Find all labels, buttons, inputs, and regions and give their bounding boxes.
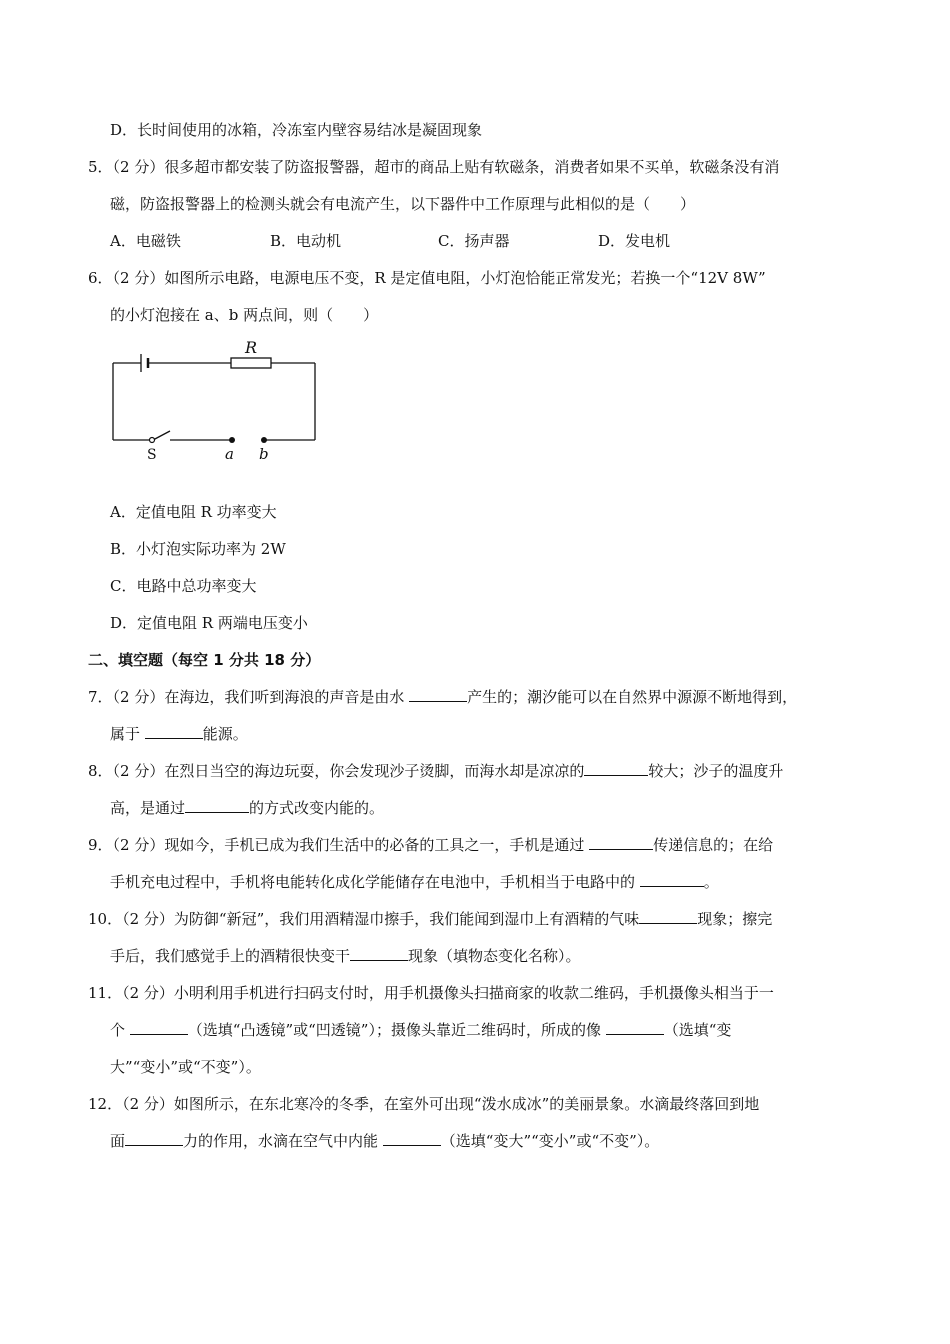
q12-line2 [110, 1131, 659, 1151]
q8-blank-1 [584, 761, 648, 776]
q11-blank-1 [130, 1020, 188, 1035]
label-b: b [259, 445, 269, 463]
q8-text-4: 的方式改变内能的。 [249, 799, 385, 817]
q10-line1 [88, 909, 772, 929]
q12-text-1: 面 [110, 1132, 126, 1150]
label-s: S [147, 447, 157, 463]
section-title-fill-blank: 二、填空题（每空 1 分共 18 分） [88, 651, 321, 669]
q12-blank-2 [383, 1131, 441, 1146]
q6-option-b: B．小灯泡实际功率为 2W [110, 540, 286, 558]
q10-text-3: 手后，我们感觉手上的酒精很快变干 [110, 947, 351, 965]
q6-option-d: D．定值电阻 R 两端电压变小 [110, 614, 308, 632]
q8-blank-2 [185, 798, 249, 813]
q6-option-c: C．电路中总功率变大 [110, 577, 257, 595]
q8-line2 [110, 798, 384, 818]
q6-stem-line1: 6．（2 分）如图所示电路，电源电压不变，R 是定值电阻，小灯泡恰能正常发光；若换一个“12V 8W” [88, 269, 766, 287]
q7-blank-2 [145, 724, 203, 739]
q8-text-2: 较大；沙子的温度升 [648, 762, 784, 780]
q5-stem-line2: 磁，防盗报警器上的检测头就会有电流产生，以下器件中工作原理与此相似的是（ ） [110, 195, 696, 213]
label-r: R [245, 338, 258, 357]
q5-stem-line1: 5．（2 分）很多超市都安装了防盗报警器，超市的商品上贴有软磁条，消费者如果不买单，软磁条没有消 [88, 158, 780, 176]
q5-option-c: C．扬声器 [438, 232, 510, 250]
q10-blank-1 [639, 909, 697, 924]
q8-text-3: 高，是通过 [110, 799, 186, 817]
q4-option-d: D．长时间使用的冰箱，冷冻室内壁容易结冰是凝固现象 [110, 121, 483, 139]
switch-pivot [150, 438, 155, 443]
terminal-a [229, 437, 235, 443]
q5-option-d: D．发电机 [598, 232, 671, 250]
q5-option-b: B．电动机 [270, 232, 342, 250]
q11-text-1: 个 [110, 1021, 130, 1039]
q12-blank-1 [125, 1131, 183, 1146]
q7-line2 [110, 724, 248, 744]
q10-text-1: 10．（2 分）为防御“新冠”，我们用酒精湿巾擦手，我们能闻到湿巾上有酒精的气味 [88, 910, 640, 928]
circuit-diagram [100, 330, 330, 470]
q11-text-2: （选填“凸透镜”或“凹透镜”）；摄像头靠近二维码时，所成的像 [187, 1021, 606, 1039]
q10-blank-2 [350, 946, 408, 961]
q11-text-3: （选填“变 [663, 1021, 732, 1039]
q9-blank-1 [589, 835, 653, 850]
q10-line2 [110, 946, 581, 966]
resistor-r [231, 358, 271, 368]
q6-option-a: A．定值电阻 R 功率变大 [110, 503, 277, 521]
q10-text-4: 现象（填物态变化名称）。 [408, 947, 581, 965]
q11-line2 [110, 1020, 731, 1040]
q7-text-2: 产生的；潮汐能可以在自然界中源源不断地得到， [467, 688, 798, 706]
q9-text-3: 手机充电过程中，手机将电能转化成化学能储存在电池中，手机相当于电路中的 [110, 873, 640, 891]
label-a: a [225, 445, 234, 463]
q10-text-2: 现象；擦完 [697, 910, 773, 928]
q9-line1 [88, 835, 773, 855]
q9-blank-2 [640, 872, 704, 887]
wire-top-left [113, 363, 144, 440]
q7-blank-1 [409, 687, 467, 702]
q11-line3: 大”“变小”或“不变”）。 [110, 1058, 261, 1076]
q5-option-a: A．电磁铁 [110, 232, 181, 250]
q9-text-1: 9．（2 分）现如今，手机已成为我们生活中的必备的工具之一，手机是通过 [88, 836, 590, 854]
q11-line1: 11．（2 分）小明利用手机进行扫码支付时，用手机摄像头扫描商家的收款二维码，手机摄像头相当于一 [88, 984, 774, 1002]
q8-text-1: 8．（2 分）在烈日当空的海边玩耍，你会发现沙子烫脚，而海水却是凉凉的 [88, 762, 585, 780]
q12-line1: 12．（2 分）如图所示，在东北寒冷的冬季，在室外可出现“泼水成冰”的美丽景象。水滴最终落回到地 [88, 1095, 760, 1113]
q9-line2 [110, 872, 719, 892]
q8-line1 [88, 761, 783, 781]
q7-text-1: 7．（2 分）在海边，我们听到海浪的声音是由水 [88, 688, 410, 706]
q11-blank-2 [606, 1020, 664, 1035]
q9-text-2: 传递信息的；在给 [653, 836, 774, 854]
q9-text-4: 。 [703, 873, 719, 891]
switch-blade [153, 431, 170, 440]
terminal-b [261, 437, 267, 443]
q12-text-3: （选填“变大”“变小”或“不变”）。 [440, 1132, 660, 1150]
q6-stem-line2: 的小灯泡接在 a、b 两点间，则（ ） [110, 306, 379, 324]
q7-text-4: 能源。 [202, 725, 248, 743]
q7-line1 [88, 687, 797, 707]
q12-text-2: 力的作用，水滴在空气中内能 [183, 1132, 383, 1150]
q7-text-3: 属于 [110, 725, 145, 743]
